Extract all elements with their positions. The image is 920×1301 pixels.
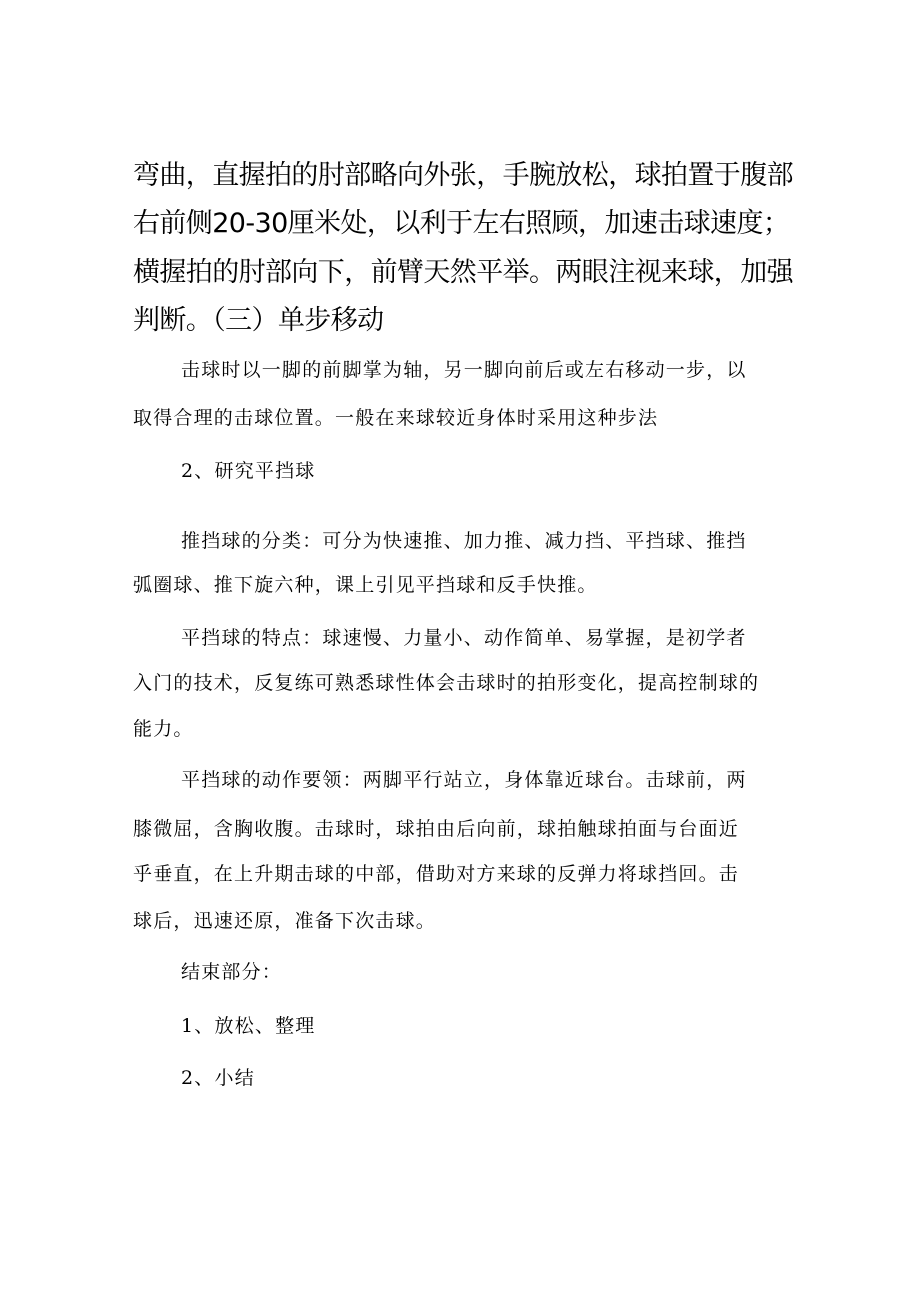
ending-title: 结束部分： [181, 961, 283, 983]
classification-line-1: 推挡球的分类：可分为快速推、加力推、减力挡、平挡球、推挡 [181, 530, 747, 552]
section-2-title: 2、研究平挡球 [181, 460, 316, 482]
single-step-line-1: 击球时以一脚的前脚掌为轴，另一脚向前后或左右移动一步，以 [181, 359, 747, 381]
technique-line-2: 膝微屈，含胸收腹。击球时，球拍由后向前，球拍触球拍面与台面近 [133, 818, 740, 840]
heading-line-1: 弯曲，直握拍的肘部略向外张，手腕放松，球拍置于腹部 [133, 160, 793, 191]
ending-item-summary: 2、小结 [181, 1067, 255, 1089]
technique-line-4: 球后，迅速还原，准备下次击球。 [133, 910, 437, 932]
features-line-1: 平挡球的特点：球速慢、力量小、动作简单、易掌握，是初学者 [181, 627, 747, 649]
heading-line-4: 判断。（三）单步移动 [133, 305, 384, 336]
technique-line-3: 乎垂直，在上升期击球的中部，借助对方来球的反弹力将球挡回。击 [133, 863, 740, 885]
features-line-3: 能力。 [133, 718, 194, 740]
ending-item-relax: 1、放松、整理 [181, 1015, 316, 1037]
features-line-2: 入门的技术，反复练可熟悉球性体会击球时的拍形变化，提高控制球的 [133, 672, 760, 694]
technique-line-1: 平挡球的动作要领：两脚平行站立，身体靠近球台。击球前，两 [181, 769, 747, 791]
single-step-line-2: 取得合理的击球位置。一般在来球较近身体时采用这种步法 [133, 407, 659, 429]
heading-line-2: 右前侧20-30厘米处，以利于左右照顾，加速击球速度； [133, 208, 790, 239]
classification-line-2: 弧圈球、推下旋六种，课上引见平挡球和反手快推。 [133, 574, 598, 596]
heading-line-3: 横握拍的肘部向下，前臂天然平举。两眼注视来球，加强 [133, 257, 793, 288]
